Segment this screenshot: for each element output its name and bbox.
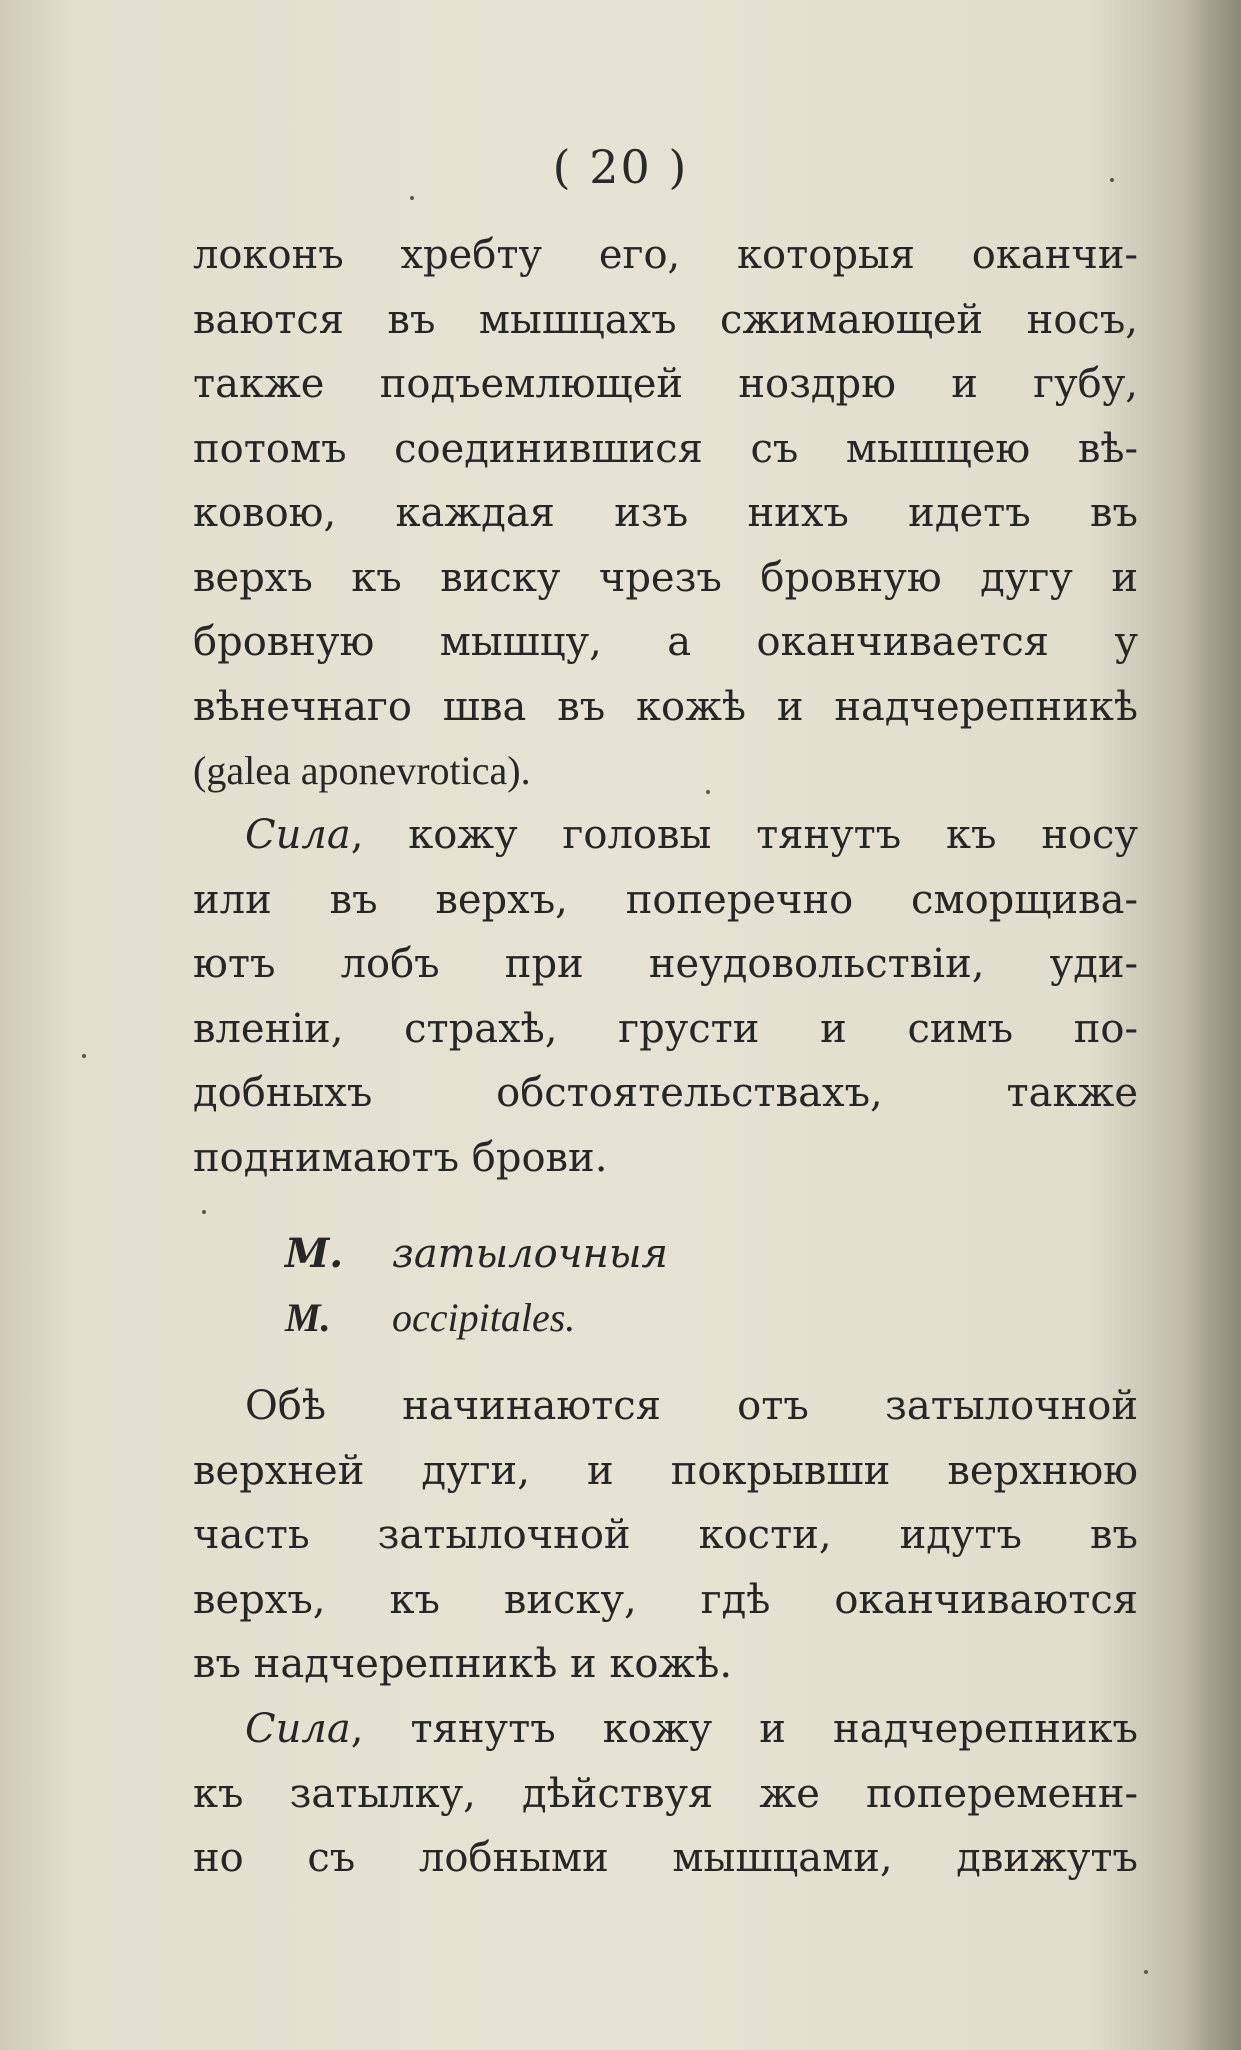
text-line: въ надчерепникѣ и кожѣ. — [193, 1641, 733, 1687]
text-line: ваются въ мышцахъ сжимающей носъ, — [193, 296, 1138, 343]
text-line: бровную мышцу, а оканчивается у — [193, 619, 1138, 665]
text-line: также подъемлющей ноздрю и губу, — [193, 361, 1138, 407]
page-edge-shadow — [1181, 0, 1241, 2050]
heading-abbr: M. — [285, 1295, 331, 1340]
text-line — [193, 803, 1138, 868]
paragraph-2 — [193, 803, 1138, 1190]
paragraph-3 — [193, 1374, 1138, 1697]
paragraph-1 — [193, 223, 1138, 804]
text-line: вленiи, страхѣ, грусти и симъ по- — [193, 1005, 1138, 1052]
page-number: ( 20 ) — [552, 140, 689, 194]
text-line: къ затылку, дѣйствуя же попеременн- — [193, 1770, 1138, 1817]
text-line: потомъ соединившися съ мышцею вѣ- — [193, 425, 1138, 472]
heading-line-russian — [285, 1222, 668, 1286]
text-line: вѣнечнаго шва въ кожѣ и надчерепникѣ — [193, 683, 1138, 730]
heading-abbr: M. — [285, 1230, 344, 1277]
text-line: ковою, каждая изъ нихъ идетъ въ — [193, 490, 1138, 536]
paper-speck — [82, 1054, 86, 1058]
text-line: или въ верхъ, поперечно сморщива- — [193, 876, 1138, 923]
heading-name: occipitales. — [392, 1295, 576, 1340]
text-line: часть затылочной кости, идутъ въ — [193, 1512, 1138, 1558]
paper-speck — [1144, 1970, 1148, 1974]
text-line: верхъ къ виску чрезъ бровную дугу и — [193, 554, 1138, 601]
line-rest: , кожу головы тянутъ къ носу — [350, 812, 1138, 858]
paragraph-4 — [193, 1697, 1138, 1891]
line-rest: , тянутъ кожу и надчерепникъ — [350, 1706, 1138, 1752]
text-line: добныхъ обстоятельствахъ, также — [193, 1070, 1138, 1116]
text-line: поднимаютъ брови. — [193, 1134, 608, 1181]
text-line: (galea aponevrotica). — [193, 748, 531, 793]
paper-speck — [202, 1210, 206, 1214]
text-line: верхъ, къ виску, гдѣ оканчиваются — [193, 1576, 1138, 1623]
text-line: ютъ лобъ при неудовольствiи, уди- — [193, 941, 1138, 987]
paper-speck — [410, 196, 414, 200]
paper-speck — [706, 790, 710, 794]
text-line: но съ лобными мышцами, движутъ — [193, 1835, 1138, 1881]
paper-speck — [1110, 178, 1114, 182]
lead-word: Сила — [245, 1706, 351, 1752]
heading-line-latin — [285, 1286, 668, 1350]
text-line: локонъ хребту его, которыя оканчи- — [193, 232, 1138, 278]
text-line: Обѣ начинаются отъ затылочной — [245, 1383, 1138, 1429]
section-heading — [285, 1222, 668, 1350]
text-line: верхней дуги, и покрывши верхнюю — [193, 1447, 1138, 1494]
lead-word: Сила — [245, 812, 351, 858]
heading-name: затылочныя — [392, 1231, 669, 1277]
text-line — [193, 1697, 1138, 1762]
